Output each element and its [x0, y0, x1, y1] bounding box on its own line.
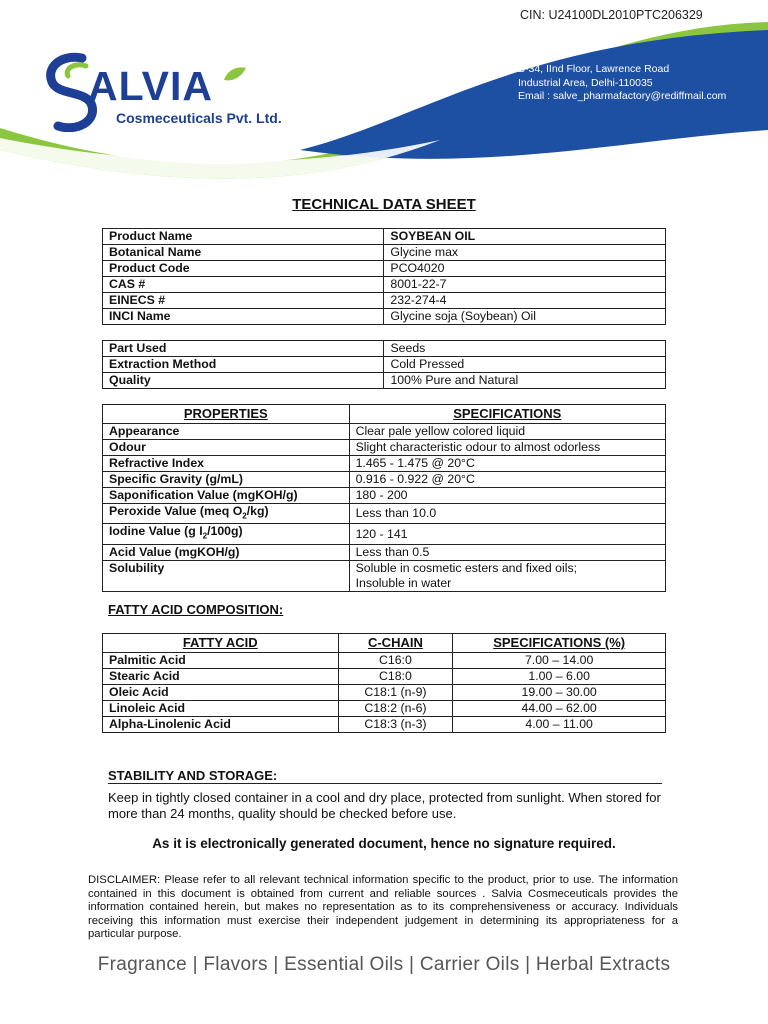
row-label: Botanical Name	[103, 245, 384, 261]
fatty-acid-spec: 19.00 – 30.00	[453, 685, 666, 701]
table-header-row	[103, 634, 666, 653]
row-label: Quality	[103, 373, 384, 389]
property-label: Odour	[103, 440, 350, 456]
property-label: Appearance	[103, 424, 350, 440]
leaf-icon	[222, 66, 248, 82]
table-row	[103, 653, 666, 669]
fatty-acid-spec: 7.00 – 14.00	[453, 653, 666, 669]
property-value: 120 - 141	[349, 524, 665, 544]
fatty-acid-chain: C18:1 (n-9)	[338, 685, 453, 701]
row-label: CAS #	[103, 277, 384, 293]
fatty-acid-chain: C18:2 (n-6)	[338, 701, 453, 717]
property-value: Less than 0.5	[349, 544, 665, 560]
table-row	[103, 472, 666, 488]
row-value: 232-274-4	[384, 293, 666, 309]
property-value: 0.916 - 0.922 @ 20°C	[349, 472, 665, 488]
row-value: Glycine max	[384, 245, 666, 261]
disclaimer-text: DISCLAIMER: Please refer to all relevant technical information specific to the product, prior to use. The information contained in this document is obtained from current and reliable sources . Salvia Cosmeceuticals provides the information contained herein, but makes no representation as to its comprehensiveness or accuracy. Individuals receiving this information must exercise their independent judgement in determining its appropriateness for a particular purpose.	[88, 874, 678, 940]
row-label: Part Used	[103, 341, 384, 357]
table-row	[103, 685, 666, 701]
table-row	[103, 504, 666, 524]
row-value: 100% Pure and Natural	[384, 373, 666, 389]
table-row	[103, 229, 666, 245]
property-label	[103, 504, 350, 524]
table-row	[103, 373, 666, 389]
footer-product-lines: Fragrance | Flavors | Essential Oils | Carrier Oils | Herbal Extracts	[97, 954, 671, 975]
property-value: 180 - 200	[349, 488, 665, 504]
row-label: Extraction Method	[103, 357, 384, 373]
table-row	[103, 309, 666, 325]
address-email[interactable]: Email : salve_pharmafactory@rediffmail.com	[518, 90, 727, 102]
property-label: Saponification Value (mgKOH/g)	[103, 488, 350, 504]
fatty-acid-spec: 44.00 – 62.00	[453, 701, 666, 717]
table-row	[103, 488, 666, 504]
table-row	[103, 560, 666, 591]
fatty-acid-table	[102, 633, 666, 733]
table-row	[103, 277, 666, 293]
fatty-acid-name: Alpha-Linolenic Acid	[103, 717, 339, 733]
stability-title: STABILITY AND STORAGE:	[108, 768, 278, 783]
label-text: Iodine Value (g I	[109, 524, 203, 539]
section-divider	[108, 783, 662, 784]
row-value: PCO4020	[384, 261, 666, 277]
table-row	[103, 440, 666, 456]
column-header: FATTY ACID	[103, 634, 339, 653]
column-header: C-CHAIN	[338, 634, 453, 653]
fatty-acid-chain: C18:0	[338, 669, 453, 685]
fatty-acid-chain: C18:3 (n-3)	[338, 717, 453, 733]
row-value: Glycine soja (Soybean) Oil	[384, 309, 666, 325]
table-row	[103, 261, 666, 277]
stability-text: Keep in tightly closed container in a cool and dry place, protected from sunlight. When stored for more than 24 months, quality should be checked before use.	[108, 790, 661, 821]
fatty-acid-name: Palmitic Acid	[103, 653, 339, 669]
table-row	[103, 293, 666, 309]
property-value: Slight characteristic odour to almost odorless	[349, 440, 665, 456]
fatty-acid-name: Stearic Acid	[103, 669, 339, 685]
property-value	[349, 560, 665, 591]
fatty-acid-title: FATTY ACID COMPOSITION:	[108, 602, 284, 617]
table-row	[103, 544, 666, 560]
address-line: B-34, IInd Floor, Lawrence Road	[518, 63, 670, 75]
property-label: Specific Gravity (g/mL)	[103, 472, 350, 488]
property-value: Clear pale yellow colored liquid	[349, 424, 665, 440]
table-row	[103, 245, 666, 261]
column-header: SPECIFICATIONS (%)	[453, 634, 666, 653]
property-label: Solubility	[103, 560, 350, 591]
table-row	[103, 341, 666, 357]
properties-table	[102, 404, 666, 592]
brand-name: ALVIA	[88, 63, 213, 109]
table-row	[103, 701, 666, 717]
column-header: SPECIFICATIONS	[349, 405, 665, 424]
property-label: Acid Value (mgKOH/g)	[103, 544, 350, 560]
source-info-table	[102, 340, 666, 389]
table-row	[103, 456, 666, 472]
no-signature-note: As it is electronically generated document, hence no signature required.	[152, 836, 616, 851]
product-info-table	[102, 228, 666, 325]
property-value: Less than 10.0	[349, 504, 665, 524]
brand-subtitle: Cosmeceuticals Pvt. Ltd.	[116, 110, 282, 126]
table-header-row	[103, 405, 666, 424]
fatty-acid-name: Oleic Acid	[103, 685, 339, 701]
table-row	[103, 357, 666, 373]
property-value: 1.465 - 1.475 @ 20°C	[349, 456, 665, 472]
fatty-acid-chain: C16:0	[338, 653, 453, 669]
address-line: Industrial Area, Delhi-110035	[518, 76, 653, 89]
label-subscript: 2	[202, 531, 208, 541]
fatty-acid-spec: 1.00 – 6.00	[453, 669, 666, 685]
property-label	[103, 524, 350, 544]
value-line: Soluble in cosmetic esters and fixed oils;	[355, 560, 578, 575]
label-subscript: 2	[242, 511, 247, 521]
table-row	[103, 424, 666, 440]
row-label: EINECS #	[103, 293, 384, 309]
row-label: Product Code	[103, 261, 384, 277]
row-value: 8001-22-7	[384, 277, 666, 293]
company-address	[518, 63, 726, 104]
fatty-acid-name: Linoleic Acid	[103, 701, 339, 717]
row-value: Cold Pressed	[384, 357, 666, 373]
label-text: /100g)	[207, 524, 243, 539]
document-title: TECHNICAL DATA SHEET	[292, 196, 476, 213]
label-text: Peroxide Value (meq O	[109, 504, 243, 518]
row-label: INCI Name	[103, 309, 384, 325]
label-text: /kg)	[246, 504, 269, 518]
row-value: Seeds	[384, 341, 666, 357]
row-label: Product Name	[103, 229, 384, 245]
property-label: Refractive Index	[103, 456, 350, 472]
row-value: SOYBEAN OIL	[384, 229, 666, 245]
column-header: PROPERTIES	[103, 405, 350, 424]
table-row	[103, 524, 666, 544]
fatty-acid-spec: 4.00 – 11.00	[453, 717, 666, 733]
cin-number: CIN: U24100DL2010PTC206329	[520, 8, 703, 22]
table-row	[103, 717, 666, 733]
value-line: Insoluble in water	[355, 575, 452, 590]
table-row	[103, 669, 666, 685]
